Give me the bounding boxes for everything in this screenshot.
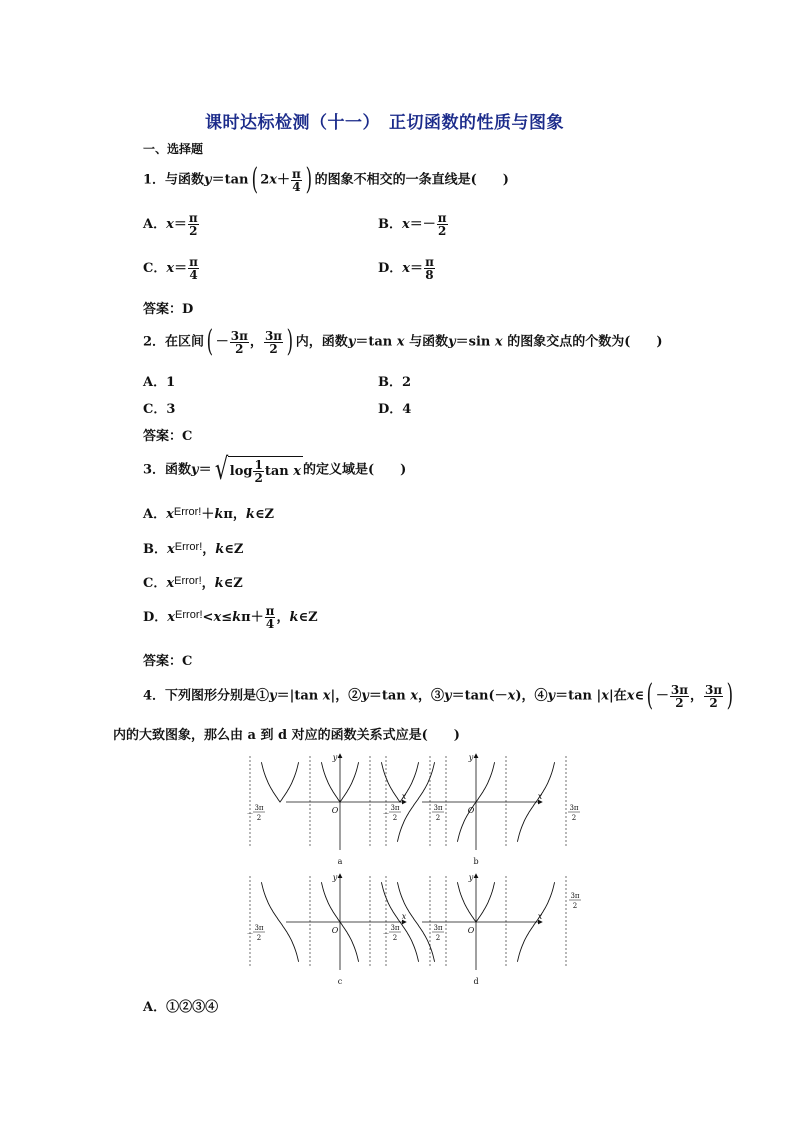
y-axis-label: y — [332, 753, 338, 762]
section-heading: 一、选择题 — [143, 142, 204, 156]
q3-option-b: B．$x^{Error!}$，k∈Z — [143, 541, 244, 557]
tick-label-right-denominator: 2 — [572, 902, 578, 910]
q3-option-d: D．$x^{Error!}<x\le k\pi+$ $\frac{\pi}{4}$ ，k∈Z — [143, 604, 318, 631]
q3-option-c: C．$x^{Error!}$，k∈Z — [143, 575, 243, 591]
q2-answer: 答案：C — [143, 429, 193, 444]
q4-option-a: A．①②③④ — [143, 1000, 219, 1015]
tick-label-left: 3π — [390, 924, 400, 932]
page-title: 课时达标检测（十一） 正切函数的性质与图象 — [205, 113, 564, 133]
y-axis-label: y — [332, 873, 338, 882]
x-axis-label: x — [401, 792, 407, 801]
q2-option-b: B．2 — [378, 375, 412, 390]
x-axis-label: x — [537, 792, 543, 801]
x-axis-label: x — [401, 912, 407, 921]
question-2: 2．在区间( － $\frac{3\pi}{2}$ ， $\frac{3\pi}{2}$ ) 内，函数y＝tan x 与函数y＝sin x 的图象交点的个数为( ) — [143, 324, 663, 359]
question-1: 1．与函数y＝tan( 2x＋ $\frac{\pi}{4}$ ) 的图象不相交的一条直线是( ) — [143, 162, 509, 197]
curve — [476, 882, 495, 922]
tick-label-right: 3π — [433, 924, 443, 932]
graph-d — [383, 873, 582, 986]
tick-minus: － — [382, 810, 390, 818]
tick-label-left-denominator: 2 — [392, 814, 398, 822]
q1-option-d: D．x＝ $\frac{\pi}{8}$ — [378, 255, 434, 282]
graph-caption: b — [473, 857, 479, 866]
graph-caption: a — [337, 857, 343, 866]
question-4: 4．下列图形分别是①y＝|tan x|，②y＝tan x，③y＝tan(－x)，④y＝tan |x|在x∈( － $\frac{3\pi}{2}$ ， $\frac{3\pi}{2}$ ) — [143, 678, 734, 713]
q2-option-c: C．3 — [143, 402, 176, 417]
tick-label-right: 3π — [569, 804, 579, 812]
graph-caption: c — [337, 977, 343, 986]
graph-figure — [246, 752, 580, 992]
origin-label: O — [467, 926, 475, 935]
tick-label-left: 3π — [390, 804, 400, 812]
tick-minus: － — [246, 930, 254, 938]
origin-label: O — [467, 806, 475, 815]
origin-label: O — [331, 926, 339, 935]
origin-label: O — [331, 806, 339, 815]
tick-label-right-denominator: 2 — [435, 814, 441, 822]
graph-caption: d — [473, 977, 479, 986]
q2-option-d: D．4 — [378, 402, 412, 417]
graph-a — [247, 753, 445, 866]
question-3: 3．函数y＝√ log $\frac{1}{2}$ tan x 的定义域是( ) — [143, 452, 407, 487]
watermark — [598, 762, 620, 791]
tick-label-left: 3π — [254, 804, 264, 812]
tick-label-left-denominator: 2 — [256, 814, 262, 822]
q3-answer: 答案：C — [143, 654, 193, 669]
tick-label-right: 3π — [570, 892, 580, 900]
tick-label-right: 3π — [433, 804, 443, 812]
tick-label-right-denominator: 2 — [435, 934, 441, 942]
q2-option-a: A．1 — [143, 375, 176, 390]
q1-answer: 答案：D — [143, 302, 194, 317]
graph-c — [247, 873, 445, 986]
curve — [261, 762, 298, 802]
tick-label-right-denominator: 2 — [571, 814, 577, 822]
tick-minus: － — [382, 930, 390, 938]
q3-option-a: A．$x^{Error!}+k\pi$，k∈Z — [143, 506, 275, 522]
y-axis-label: y — [468, 753, 474, 762]
tick-label-left: 3π — [254, 924, 264, 932]
curve — [457, 882, 476, 922]
question-4-line2: 内的大致图象，那么由 a 到 d 对应的函数关系式应是( ) — [113, 728, 460, 743]
graph-b — [383, 753, 581, 866]
q1-option-b: B．x＝－ $\frac{\pi}{2}$ — [378, 211, 447, 238]
q1-option-a: A．x＝ $\frac{\pi}{2}$ — [143, 211, 198, 238]
y-axis-label: y — [468, 873, 474, 882]
q1-option-c: C．x＝ $\frac{\pi}{4}$ — [143, 255, 198, 282]
tick-label-left-denominator: 2 — [392, 934, 398, 942]
tick-minus: － — [246, 810, 254, 818]
x-axis-label: x — [537, 912, 543, 921]
tick-label-left-denominator: 2 — [256, 934, 262, 942]
curve — [381, 762, 418, 802]
